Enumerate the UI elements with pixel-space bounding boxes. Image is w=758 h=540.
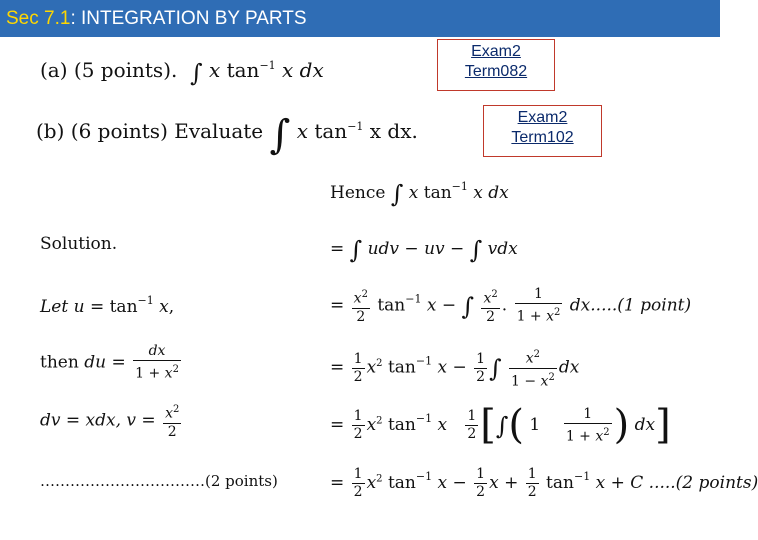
slide-title <box>6 8 307 30</box>
section-number: Sec 7.1 <box>6 8 71 29</box>
step-udv: = ∫ udv − uv − ∫ vdx <box>330 236 518 264</box>
two-points-text: x + C .....(2 points) <box>595 473 758 493</box>
exam-tag-line2: Term102 <box>511 129 574 146</box>
step-3: = $\frac{1}{2}$ $x^2$ $\tan^{-1} x$ $\frac{1}{2}$ [∫( 1 $\frac{1}{1 + x^2}$ ) dx] <box>330 402 671 448</box>
one-point-text: dx.....(1 point) <box>569 295 692 316</box>
step-2: = $\frac{1}{2}$ $x^2$ $\tan^{-1} x$ − $\frac{1}{2}$ ∫ $\frac{x^2}{1 - x^2}$ dx <box>330 346 579 390</box>
problem-b-label: (b) (6 points) <box>36 119 168 143</box>
problem-a-label: (a) (5 points) <box>40 58 171 82</box>
exam-tag-term082 <box>437 39 555 91</box>
section-topic: INTEGRATION BY PARTS <box>75 8 307 29</box>
exam-tag-line1: Exam2 <box>471 43 521 60</box>
let-u-line: Let $u = \tan^{-1} x$, <box>40 294 175 317</box>
problem-a-dot: . <box>171 58 178 82</box>
exam-tag-term102 <box>483 105 602 157</box>
dv-line: dv = xdx, v = $\frac{x^2}{2}$ <box>40 401 183 441</box>
problem-a: (a) (5 points). ∫ x $\tan^{-1} x$ dx <box>40 58 324 87</box>
dv-text: dv = xdx, v = <box>40 410 156 431</box>
problem-b-end: x dx. <box>369 119 418 143</box>
then-word: then <box>40 352 79 373</box>
exam-tag-line1: Exam2 <box>517 109 568 126</box>
hence-word: Hence <box>330 183 386 203</box>
solution-label: Solution. <box>40 234 118 254</box>
hence-line: Hence ∫ x $\tan^{-1} x$ dx <box>330 180 509 208</box>
two-points-left: ……………………………(2 points) <box>40 472 278 490</box>
step-1: = $\frac{x^2}{2}$ $\tan^{-1} x$ − ∫ $\frac{x^2}{2}$ . $\frac{1}{1 + x^2}$ dx.....(1 point) <box>330 286 692 325</box>
problem-b: (b) (6 points) Evaluate ∫ x $\tan^{-1} x$ dx. <box>36 112 418 158</box>
problem-b-verb: Evaluate <box>174 119 264 143</box>
title-colon: : <box>70 8 76 29</box>
let-word: Let <box>40 297 69 317</box>
du-line: then du = $\frac{dx}{1 + x^2}$ <box>40 343 179 382</box>
title-bar <box>0 0 720 37</box>
step-4: = $\frac{1}{2}$ $x^2$ $\tan^{-1} x$ − $\frac{1}{2}$ x + $\frac{1}{2}$ $\tan^{-1} x + C$ .....(2 points) <box>330 466 758 500</box>
exam-tag-line2: Term082 <box>464 63 528 80</box>
